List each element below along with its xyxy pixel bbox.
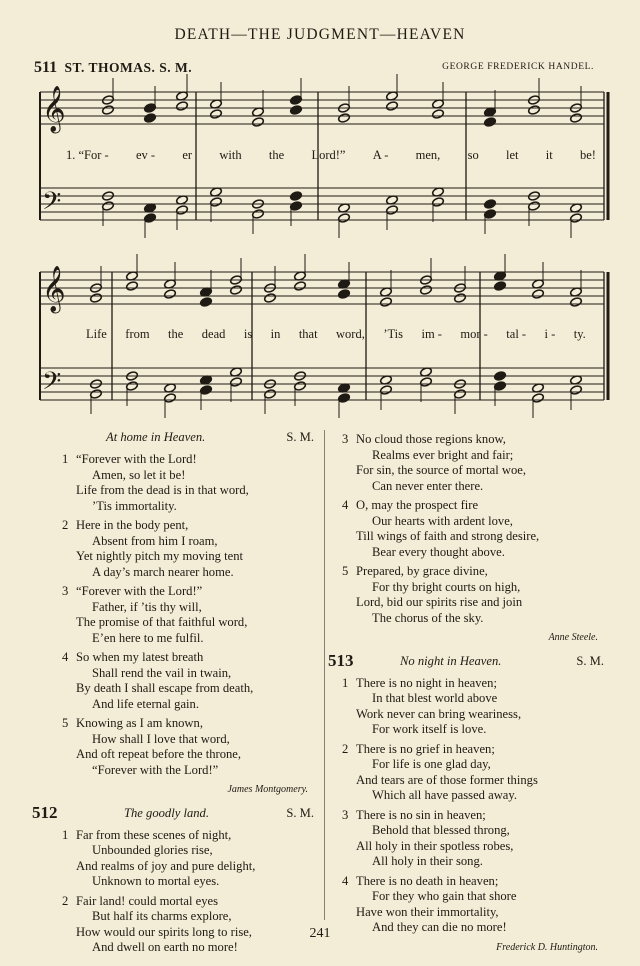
verse-line: For life is one glad day, [372, 757, 491, 771]
stanza [342, 742, 604, 804]
stanza-number: 1 [62, 452, 69, 466]
note-head [230, 377, 243, 388]
verse-line: How shall I love that word, [92, 731, 230, 746]
right-column [328, 432, 604, 963]
note-head [380, 385, 393, 396]
author: James Montgomery. [227, 784, 308, 795]
verse-line: So when my latest breath [76, 650, 204, 664]
lyric-syllable: in [270, 327, 281, 341]
note-head [484, 209, 497, 220]
composer: GEORGE FREDERICK HANDEL. [442, 62, 594, 72]
note-head [570, 113, 583, 124]
stanza [62, 894, 314, 956]
note-head [144, 213, 157, 224]
bass-clef: 𝄢 [42, 367, 62, 402]
lyric-syllable: ev - [135, 148, 156, 162]
verse-line: How would our spirits long to rise, [76, 924, 252, 939]
lyric-line-1 [66, 148, 596, 163]
stanza-number: 2 [342, 741, 349, 756]
verse-line: E’en here to me fulfil. [92, 630, 204, 645]
verse-line: Lord, bid our spirits rise and join [356, 595, 523, 609]
stanza [62, 828, 314, 890]
lyric-syllable: mor - [460, 327, 488, 341]
note-head [338, 289, 351, 300]
note-head [144, 113, 157, 124]
note-head [200, 297, 213, 308]
note-head [264, 293, 277, 304]
verse-line: ’Tis immortality. [92, 498, 177, 513]
note-head [176, 101, 189, 112]
stanza [62, 584, 314, 646]
verse-line: There is no death in heaven; [356, 873, 499, 888]
note-head [294, 281, 307, 292]
verse-line: For they who gain that shore [372, 889, 517, 903]
tune-name: ST. THOMAS. S. M. [64, 60, 193, 75]
stanza [62, 650, 314, 712]
note-head [102, 201, 115, 212]
bass-clef: 𝄢 [42, 187, 62, 222]
lyric-syllable: from [125, 327, 150, 341]
stanza [342, 676, 604, 738]
note-head [386, 101, 399, 112]
lyric-syllable: i - [544, 327, 556, 341]
verse-line: Shall rend the vail in twain, [92, 665, 232, 680]
note-head [454, 293, 467, 304]
verse-line: The promise of that faithful word, [76, 615, 248, 629]
verse-line: Have won their immortality, [356, 904, 499, 919]
verse-line: All holy in their song. [372, 854, 483, 868]
verse-line: And they can die no more! [372, 920, 507, 934]
hymn-meter: S. M. [286, 430, 314, 444]
verse-line: Unbounded glories rise, [92, 843, 213, 857]
note-head [532, 393, 545, 404]
verse-line: There is no grief in heaven; [356, 741, 495, 756]
stanza-number: 3 [342, 432, 349, 446]
verse-line: And realms of joy and pure delight, [76, 858, 256, 873]
verse-line: Till wings of faith and strong desire, [356, 529, 540, 543]
verse-line: “Forever with the Lord!” [76, 584, 203, 598]
verse-line: There is no night in heaven; [356, 675, 497, 690]
treble-clef: 𝄞 [42, 86, 66, 132]
stanza [342, 564, 604, 626]
verse-line: Yet nightly pitch my moving tent [76, 549, 243, 563]
note-head [528, 201, 541, 212]
lyric-syllable: er [182, 148, 193, 162]
verse-line: And oft repeat before the throne, [76, 747, 242, 761]
verse-line: Absent from him I roam, [92, 533, 218, 548]
note-head [252, 209, 265, 220]
lyric-syllable: im - [421, 327, 442, 341]
verse-line: Bear every thought above. [372, 544, 505, 559]
stanza-number: 5 [342, 564, 349, 578]
verse-line: And dwell on earth no more! [92, 940, 238, 954]
stanza-number: 2 [62, 893, 69, 908]
note-head [338, 393, 351, 404]
column-divider [324, 430, 325, 920]
stanza [62, 716, 314, 778]
page-header: DEATH—THE JUDGMENT—HEAVEN [174, 26, 466, 43]
lyric-syllable: A - [372, 148, 389, 162]
lyric-syllable: it [545, 148, 553, 162]
verse-line: By death I shall escape from death, [76, 681, 254, 695]
hymn-title-row [62, 430, 314, 450]
stanza-number: 2 [62, 518, 69, 532]
verse-line: A day’s march nearer home. [92, 564, 234, 579]
verse-line: For work itself is love. [372, 722, 487, 736]
treble-clef: 𝄞 [42, 266, 66, 312]
note-head [420, 377, 433, 388]
stanza [342, 808, 604, 870]
note-head [90, 389, 103, 400]
verse-line: For sin, the source of mortal woe, [356, 463, 526, 477]
note-head [200, 385, 213, 396]
verse-line: Realms ever bright and fair; [372, 447, 514, 462]
hymn-title-row [328, 650, 604, 674]
verse-line: No cloud those regions know, [356, 432, 506, 446]
lyric-line-2 [86, 327, 586, 342]
verse-line: Life from the dead is in that word, [76, 483, 249, 497]
lyric-syllable: dead [201, 327, 226, 341]
note-head [210, 109, 223, 120]
note-head [528, 105, 541, 116]
note-head [338, 113, 351, 124]
note-head [126, 281, 139, 292]
hymn-meter: S. M. [286, 805, 314, 820]
hymn-513-stanzas [342, 676, 604, 936]
left-column [32, 430, 314, 960]
verse-line: “Forever with the Lord! [76, 452, 197, 466]
note-head [294, 381, 307, 392]
note-head [252, 117, 265, 128]
stanza-number: 3 [342, 807, 349, 822]
lyric-syllable: Lord!” [311, 148, 346, 162]
music-score [0, 0, 640, 420]
stanza-number: 4 [342, 498, 349, 512]
verse-line: Can never enter there. [372, 478, 484, 493]
lyric-syllable: the [268, 148, 285, 162]
note-head [90, 293, 103, 304]
author: Anne Steele. [548, 632, 598, 643]
verse-line: For thy bright courts on high, [372, 579, 521, 594]
hymn-title: No night in Heaven. [400, 653, 502, 668]
lyric-syllable: let [505, 148, 519, 162]
note-head [432, 109, 445, 120]
note-head [454, 389, 467, 400]
verse-line: Work never can bring weariness, [356, 706, 522, 721]
note-head [570, 297, 583, 308]
note-head [570, 385, 583, 396]
note-head [532, 289, 545, 300]
stanza-number: 3 [62, 584, 69, 598]
lyric-syllable: men, [415, 148, 441, 162]
verse-line: All holy in their spotless robes, [356, 838, 514, 853]
note-head [230, 285, 243, 296]
note-head [164, 393, 177, 404]
note-head [494, 371, 507, 382]
verse-line: In that blest world above [372, 691, 498, 705]
stanza-number: 1 [342, 675, 349, 690]
note-head [164, 289, 177, 300]
note-head [420, 285, 433, 296]
hymn-number: 512 [32, 802, 58, 822]
lyric-syllable: tal - [506, 327, 527, 341]
hymn-title: The goodly land. [124, 805, 210, 820]
stanza-number: 4 [342, 873, 349, 888]
hymn-number: 513 [328, 650, 354, 670]
stanza [342, 498, 604, 560]
stanza-number: 5 [62, 716, 69, 730]
verse-line: But half its charms explore, [92, 909, 232, 923]
verse-line: And tears are of those former things [356, 772, 538, 787]
note-head [494, 381, 507, 392]
verse-line: Father, if ’tis thy will, [92, 599, 202, 614]
note-head [570, 213, 583, 224]
verse-line: Behold that blessed throng, [372, 823, 510, 837]
verse-line: Unknown to mortal eyes. [92, 874, 220, 888]
verse-line: “Forever with the Lord!” [92, 762, 219, 777]
lyric-syllable: 1. “For - [66, 148, 109, 162]
verse-line: And life eternal gain. [92, 696, 200, 711]
note-head [484, 117, 497, 128]
verse-line: Our hearts with ardent love, [372, 513, 513, 528]
hymn-meter: S. M. [576, 653, 604, 668]
verse-line: Far from these scenes of night, [76, 827, 232, 842]
stanza [62, 452, 314, 514]
note-head [126, 381, 139, 392]
note-head [432, 197, 445, 208]
lyric-syllable: with [219, 148, 242, 162]
note-head [176, 205, 189, 216]
note-head [290, 191, 303, 202]
hymn-512-continued-stanzas [342, 432, 604, 626]
note-head [290, 105, 303, 116]
lyric-syllable: is [243, 327, 253, 341]
hymn-title-row [32, 802, 314, 826]
hymn-a-stanzas [62, 452, 314, 778]
verse-line: Which all have passed away. [372, 788, 517, 802]
verse-line: Fair land! could mortal eyes [76, 893, 218, 908]
lyric-syllable: ’Tis [383, 327, 404, 341]
lyric-syllable: ty. [573, 327, 586, 341]
verse-line: O, may the prospect fire [356, 498, 479, 512]
note-head [338, 213, 351, 224]
note-head [484, 199, 497, 210]
lyric-syllable: the [168, 327, 184, 341]
hymn-title: At home in Heaven. [106, 430, 206, 444]
note-head [290, 201, 303, 212]
stanza [342, 432, 604, 494]
note-head [380, 297, 393, 308]
note-head [386, 205, 399, 216]
note-head [102, 105, 115, 116]
note-head [144, 103, 157, 114]
stanza-number: 1 [62, 827, 69, 842]
verse-line: There is no sin in heaven; [356, 807, 486, 822]
page-number: 241 [309, 926, 331, 941]
verse-line: Amen, so let it be! [92, 467, 186, 482]
note-head [264, 389, 277, 400]
lyric-syllable: be! [580, 148, 596, 162]
note-head [290, 95, 303, 106]
hymn-number: 511 [34, 59, 58, 76]
lyric-syllable: Life [86, 327, 107, 341]
verse-line: Here in the body pent, [76, 518, 189, 532]
lyric-syllable: so [467, 148, 479, 162]
verse-line: Prepared, by grace divine, [356, 564, 488, 578]
lyric-syllable: that [298, 327, 318, 341]
author: Frederick D. Huntington. [496, 941, 598, 953]
stanza-number: 4 [62, 650, 69, 664]
note-head [494, 281, 507, 292]
lyric-syllable: word, [336, 327, 365, 341]
verse-line: Knowing as I am known, [76, 716, 203, 730]
note-head [210, 197, 223, 208]
stanza [62, 518, 314, 580]
verse-line: The chorus of the sky. [372, 610, 484, 625]
